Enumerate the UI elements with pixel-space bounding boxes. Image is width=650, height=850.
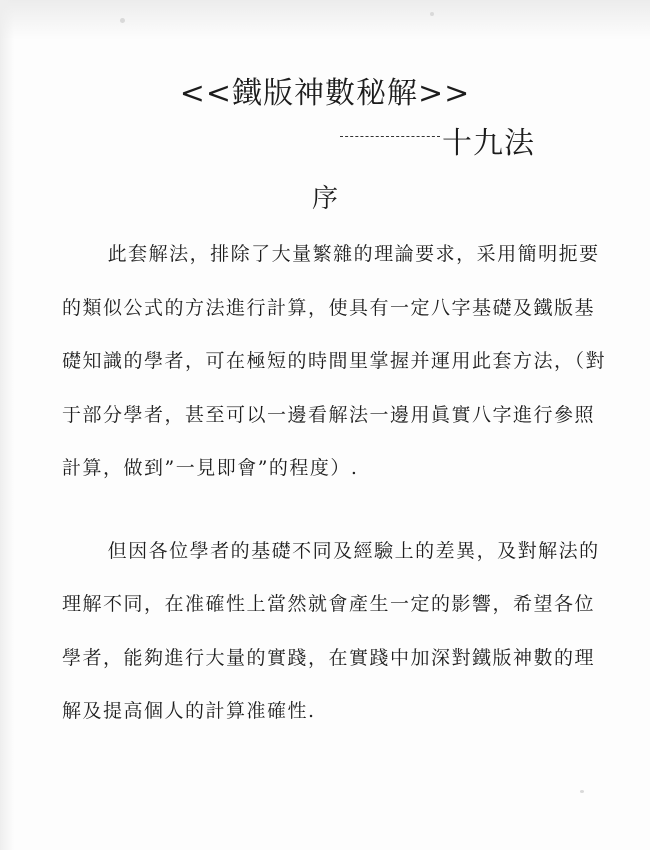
scan-shadow-left: [0, 0, 14, 850]
scan-speck: [580, 790, 584, 793]
scan-shadow-top: [0, 0, 650, 40]
subtitle-text: 十九法: [442, 126, 535, 161]
preface-paragraph-1: 此套解法，排除了大量繁雜的理論要求，采用簡明扼要的類似公式的方法進行計算，使具有一定八字基礎及鐵版基礎知識的學者，可在極短的時間里掌握并運用此套方法，（對于部分學者，甚至可以一邊看解法一邊用眞實八字進行參照計算，做到”一見即會”的程度）.: [62, 243, 607, 479]
preface-paragraph-2: 但因各位學者的基礎不同及經驗上的差異，及對解法的理解不同，在准確性上當然就會產生一定的影響，希望各位學者，能夠進行大量的實踐，在實踐中加深對鐵版神數的理解及提高個人的計算准確性.: [62, 539, 600, 722]
subtitle-dash-line: [340, 136, 440, 137]
preface-heading: 序: [311, 184, 338, 214]
scan-speck: [430, 12, 434, 16]
document-title: <<鐵版神數秘解>>: [179, 76, 471, 111]
document-subtitle: [340, 118, 590, 161]
preface-body: [62, 228, 612, 739]
scan-speck: [120, 18, 125, 23]
